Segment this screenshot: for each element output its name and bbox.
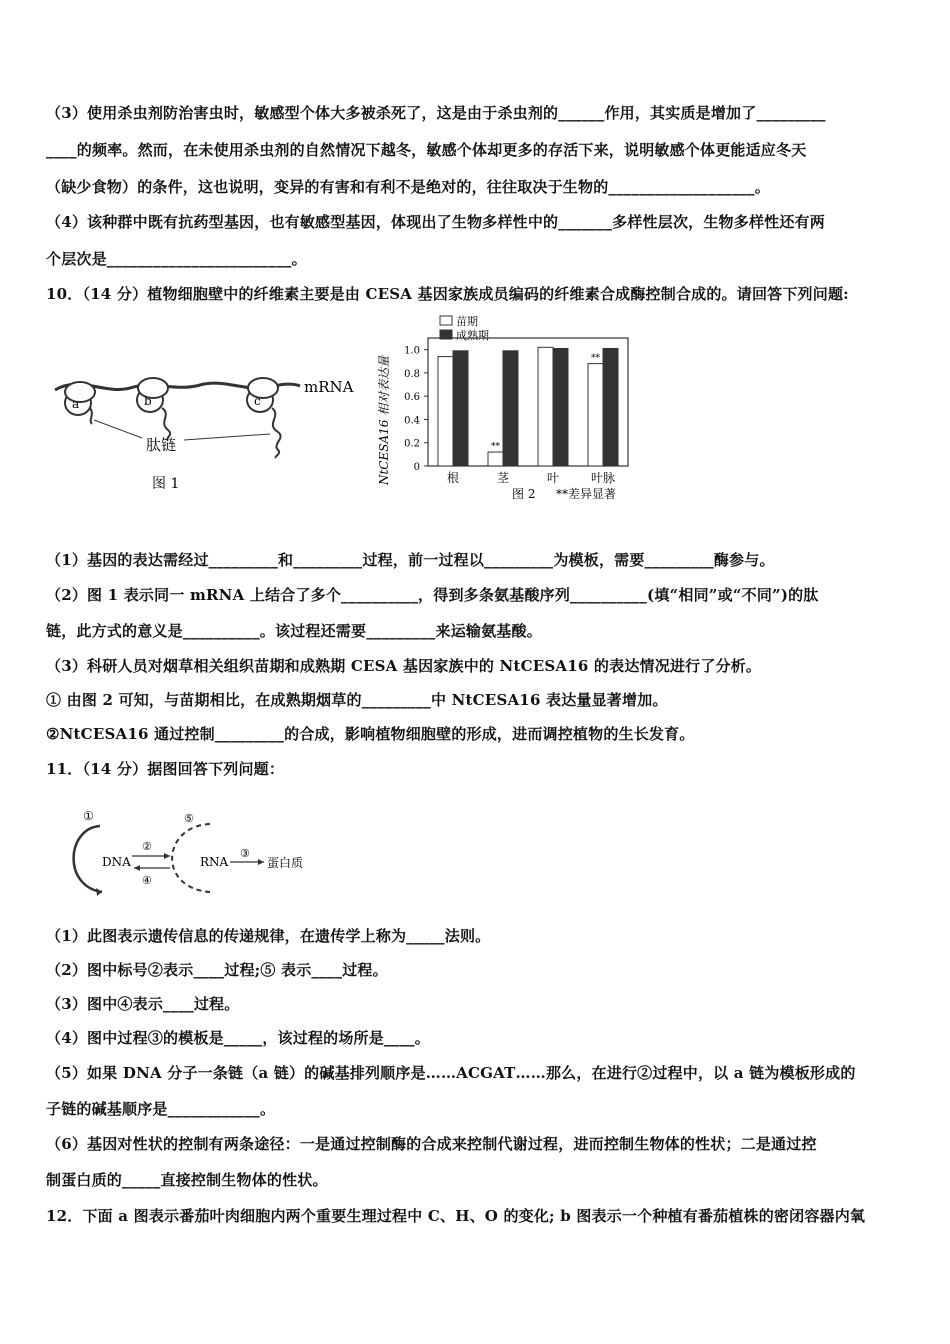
q9-3-line1: （3）使用杀虫剂防治害虫时，敏感型个体大多被杀死了，这是由于杀虫剂的______作用，其实质是增加了_________ <box>46 104 826 122</box>
q11-6-line2: 制蛋白质的_____直接控制生物体的性状。 <box>46 1171 328 1189</box>
rna-label: RNA <box>200 855 229 869</box>
label-4: ④ <box>142 874 152 887</box>
q11-stem: 11．（14 分）据图回答下列问题： <box>46 760 285 778</box>
label-3: ③ <box>240 847 250 860</box>
q10-3-sub2: ②NtCESA16 通过控制_________的合成，影响植物细胞壁的形成，进而调控植物的生长发育。 <box>46 725 695 743</box>
bar-mature-0 <box>453 351 468 466</box>
q11-5-line1: （5）如果 DNA 分子一条链（a 链）的碱基排列顺序是……ACGAT……那么，在进行②过程中，以 a 链为模板形成的 <box>46 1064 856 1082</box>
bar-mature-2 <box>553 348 568 466</box>
q11-5-line2: 子链的碱基顺序是____________。 <box>46 1100 276 1118</box>
x-tick-label: 根 <box>446 471 460 485</box>
chart-note: **差异显著 <box>556 487 617 501</box>
q12-stem: 12．下面 a 图表示番茄叶肉细胞内两个重要生理过程中 C、H、O 的变化; b 图表示一个种植有番茄植株的密闭容器内氧 <box>46 1207 866 1225</box>
x-tick-label: 茎 <box>496 471 510 485</box>
ribosome-b <box>137 378 170 440</box>
legend-swatch-seedling <box>440 316 452 325</box>
y-tick-label: 0.6 <box>404 392 420 404</box>
label-5: ⑤ <box>184 812 194 825</box>
chart-bars <box>438 347 618 466</box>
y-tick-label: 0.8 <box>404 368 420 380</box>
bar-seedling-2 <box>538 347 553 466</box>
q10-3: （3）科研人员对烟草相关组织苗期和成熟期 CESA 基因家族中的 NtCESA16 的表达情况进行了分析。 <box>46 657 762 675</box>
bar-seedling-1 <box>488 452 503 466</box>
replication-arc <box>74 826 102 892</box>
q11-1: （1）此图表示遗传信息的传递规律，在遗传学上称为_____法则。 <box>46 927 491 945</box>
dna-label: DNA <box>102 855 131 869</box>
q10-2-line2: 链，此方式的意义是__________。该过程还需要_________来运输氨基酸。 <box>46 622 542 640</box>
legend-seedling-label: 苗期 <box>456 315 478 328</box>
bar-mature-3 <box>603 348 618 466</box>
y-tick-label: 0.2 <box>404 438 420 450</box>
mrna-label: mRNA <box>304 378 354 396</box>
figure-1-caption: 图 1 <box>152 476 180 492</box>
figure-2-bar-chart <box>372 310 642 510</box>
bar-seedling-3 <box>588 364 603 466</box>
x-tick-label: 叶脉 <box>590 471 616 485</box>
ribosome-a-label: a <box>72 397 80 411</box>
ribosome-b-label: b <box>144 394 152 408</box>
ribosome-a <box>65 382 95 424</box>
peptide-label: 肽链 <box>146 436 177 454</box>
q11-6-line1: （6）基因对性状的控制有两条途径：一是通过控制酶的合成来控制代谢过程，进而控制生物体的性状；二是通过控 <box>46 1135 817 1153</box>
chart-caption: 图 2 <box>512 487 536 501</box>
bar-seedling-0 <box>438 357 453 466</box>
label-2: ② <box>142 840 152 853</box>
q9-3-line3: （缺少食物）的条件，这也说明，变异的有害和有利不是绝对的，往往取决于生物的___________________。 <box>46 178 770 196</box>
label-1: ① <box>83 809 94 823</box>
q10-2-line1: （2）图 1 表示同一 mRNA 上结合了多个__________，得到多条氨基酸序列__________(填“相同”或“不同”)的肽 <box>46 586 819 604</box>
figure-1-translation <box>50 320 370 510</box>
y-tick-label: 0.4 <box>404 415 420 427</box>
ribosome-c-label: c <box>254 394 261 408</box>
y-tick-label: 0 <box>413 462 420 473</box>
legend-mature-label: 成熟期 <box>456 329 489 342</box>
q10-1: （1）基因的表达需经过_________和_________过程，前一过程以_________为模板，需要_________酶参与。 <box>46 551 775 569</box>
q9-4-line2: 个层次是________________________。 <box>46 250 307 268</box>
ribosome-c <box>247 378 281 458</box>
q10-stem: 10．（14 分）植物细胞壁中的纤维素主要是由 CESA 基因家族成员编码的纤维素合成酶控制合成的。请回答下列问题: <box>46 285 849 303</box>
protein-label: 蛋白质 <box>267 856 304 870</box>
pointer-c <box>184 434 270 440</box>
q11-2: （2）图中标号②表示____过程;⑤ 表示____过程。 <box>46 961 388 979</box>
significance-mark: ** <box>591 353 600 364</box>
pointer-a <box>94 420 142 438</box>
bar-mature-1 <box>503 351 518 466</box>
q9-3-line2: ____的频率。然而，在未使用杀虫剂的自然情况下越冬，敏感个体却更多的存活下来，说明敏感个体更能适应冬天 <box>46 141 807 159</box>
figure-central-dogma <box>62 808 322 908</box>
q11-3: （3）图中④表示____过程。 <box>46 995 240 1013</box>
chart-ylabel: NtCESA16 相对表达量 <box>377 355 391 485</box>
q10-3-sub1: ① 由图 2 可知，与苗期相比，在成熟期烟草的_________中 NtCESA16 表达量显著增加。 <box>46 691 668 709</box>
q9-4-line1: （4）该种群中既有抗药型基因，也有敏感型基因，体现出了生物多样性中的_______多样性层次，生物多样性还有两 <box>46 213 825 231</box>
x-tick-label: 叶 <box>546 471 560 485</box>
y-tick-label: 1.0 <box>404 345 420 357</box>
significance-mark: ** <box>491 442 500 453</box>
q11-4: （4）图中过程③的模板是_____，该过程的场所是____。 <box>46 1029 430 1047</box>
